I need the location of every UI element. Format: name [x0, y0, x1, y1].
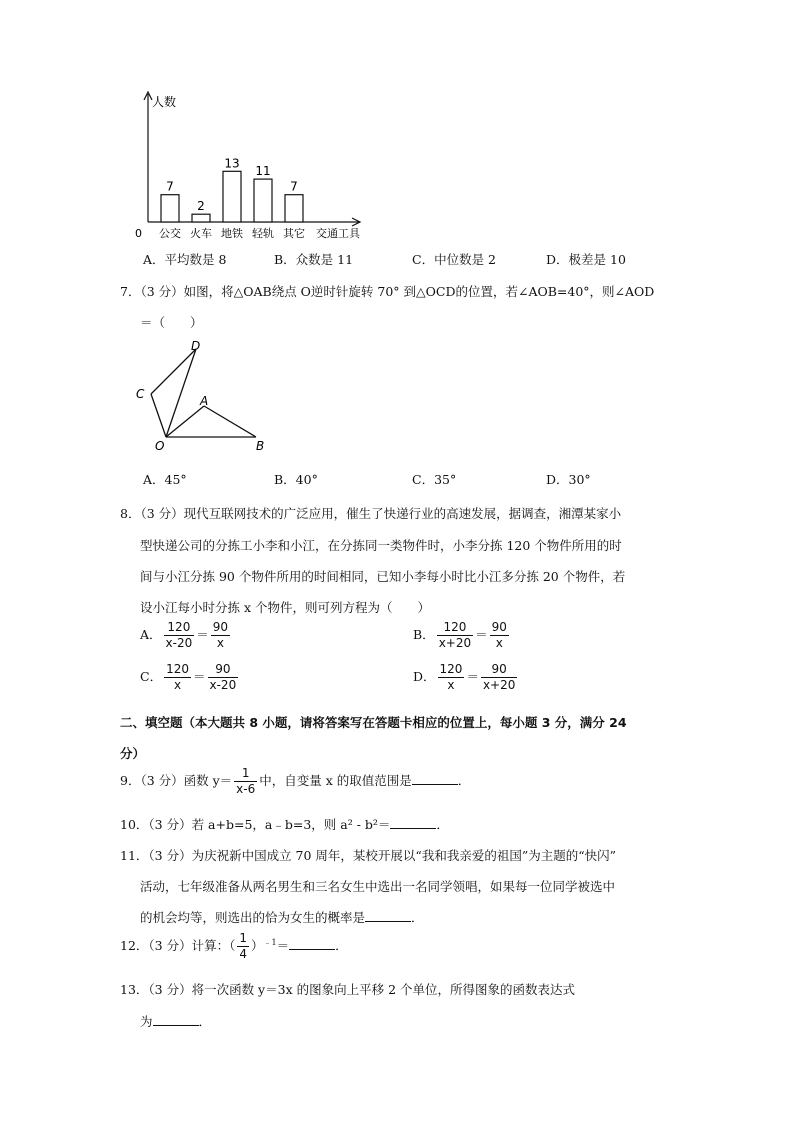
q8-stem-line3: 间与小江分拣 90 个物件所用的时间相同，已知小李每小时比小江多分拣 20 个物件，若: [140, 569, 626, 584]
q7-option-a: A．45°: [143, 472, 187, 487]
bar-value-label-2: 13: [224, 156, 240, 171]
q8-option-d: D． $\frac{120}{x}$ ＝ $\frac{90}{x+20}$: [413, 662, 516, 692]
q11-line2: 活动，七年级准备从两名男生和三名女生中选出一名同学领唱，如果每一位同学被选中: [140, 879, 616, 894]
label-o: O: [155, 439, 165, 453]
y-axis-label: 人数: [152, 95, 177, 109]
q8-option-b: B． $\frac{120}{x+20}$ ＝ $\frac{90}{x}$: [413, 620, 507, 650]
bar-2: [223, 171, 241, 222]
q13-line2: 为 ．: [140, 1014, 212, 1029]
bar-0: [161, 195, 179, 222]
q11-answer-blank[interactable]: [365, 909, 411, 922]
bar-3: [254, 179, 272, 222]
bar-value-label-1: 2: [197, 199, 205, 214]
q8-stem-line1: 8．（3 分）现代互联网技术的广泛应用，催生了快递行业的高速发展，据调查，湘潭某家小: [120, 506, 622, 521]
q13-answer-blank[interactable]: [153, 1013, 199, 1026]
section-2-heading-line1: 二、填空题（本大题共 8 小题，请将答案写在答题卡相应的位置上，每小题 3 分，满分 24: [120, 715, 627, 730]
bar-1: [192, 214, 210, 222]
q13-line1: 13．（3 分）将一次函数 y＝3x 的图象向上平移 2 个单位，所得图象的函数表达式: [120, 982, 575, 997]
label-a: A: [200, 394, 209, 408]
q6-option-d: D．极差是 10: [546, 252, 626, 267]
q7-stem-line1: 7．（3 分）如图，将△OAB绕点 O逆时针旋转 70° 到△OCD的位置，若∠AOB=40°，则∠AOD: [120, 284, 655, 299]
q8-option-c: C． $\frac{120}{x}$ ＝ $\frac{90}{x-20}$: [140, 662, 237, 692]
q6-option-a: A．平均数是 8: [143, 252, 227, 267]
category-label-3: 轻轨: [252, 227, 274, 240]
q7-stem-line2: ＝（ ）: [140, 315, 203, 330]
q12-answer-blank[interactable]: [289, 937, 335, 950]
q9-answer-blank[interactable]: [412, 772, 458, 785]
origin-label: 0: [135, 227, 142, 240]
section-2-heading-line2: 分）: [120, 746, 146, 761]
category-label-4: 其它: [283, 227, 305, 240]
q11-line1: 11．（3 分）为庆祝新中国成立 70 周年，某校开展以“我和我亲爱的祖国”为主题的“快闪”: [120, 848, 616, 863]
q11-line3: 的机会均等，则选出的恰为女生的概率是 ．: [140, 910, 424, 925]
q10-answer-blank[interactable]: [390, 816, 436, 829]
bar-4: [285, 195, 303, 222]
q7-triangle-figure: [130, 335, 280, 455]
bar-value-label-3: 11: [255, 164, 271, 179]
q7-option-d: D．30°: [546, 472, 591, 487]
category-label-2: 地铁: [221, 227, 243, 240]
x-axis-label: 交通工具: [316, 227, 360, 240]
q7-option-c: C．35°: [412, 472, 457, 487]
category-label-1: 火车: [190, 227, 212, 240]
category-label-0: 公交: [159, 227, 181, 240]
q8-option-a: A． $\frac{120}{x-20}$ ＝ $\frac{90}{x}$: [140, 620, 229, 650]
bar-value-label-0: 7: [166, 179, 174, 194]
q8-stem-line2: 型快递公司的分拣工小李和小江，在分拣同一类物件时，小李分拣 120 个物件所用的时: [140, 538, 622, 553]
q9: 9．（3 分）函数 y＝ $\frac{1}{x-6}$ 中，自变量 x 的取值范围是 ．: [120, 766, 471, 796]
label-b: B: [256, 439, 265, 453]
bar-value-label-4: 7: [290, 179, 298, 194]
bar-chart: [130, 88, 380, 243]
q8-stem-line4: 设小江每小时分拣 x 个物件，则可列方程为（ ）: [140, 600, 430, 615]
label-d: D: [191, 339, 201, 353]
q6-option-b: B．众数是 11: [274, 252, 354, 267]
q7-option-b: B．40°: [274, 472, 318, 487]
q10: 10．（3 分）若 a+b=5，a﹣b=3，则 a² - b²＝ ．: [120, 817, 449, 832]
q6-option-c: C．中位数是 2: [412, 252, 496, 267]
q12: 12．（3 分）计算：（ $\frac{1}{4}$ ）$^{﹣1}$＝ ．: [120, 931, 348, 961]
label-c: C: [136, 387, 145, 401]
